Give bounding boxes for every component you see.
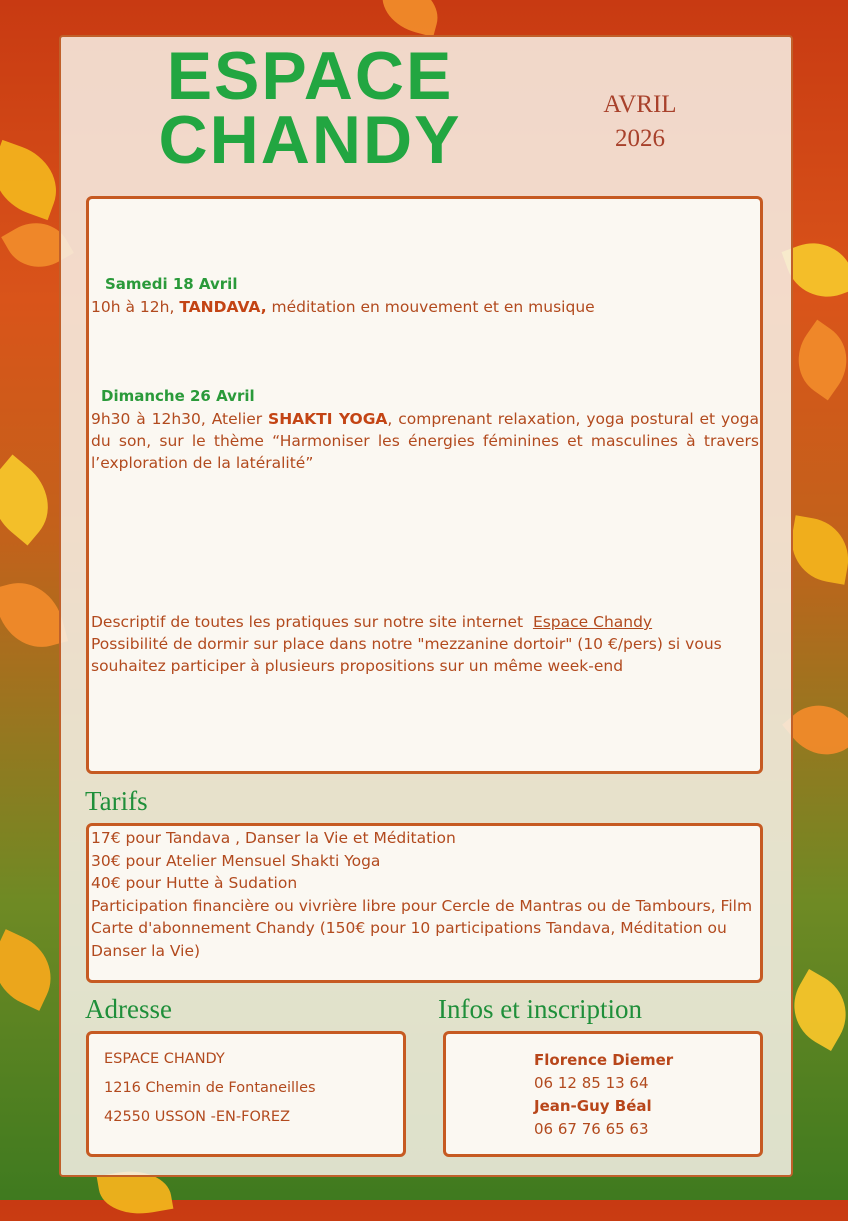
title-line: CHANDY <box>158 102 462 178</box>
contact-name: Florence Diemer <box>534 1051 674 1069</box>
event-description <box>91 408 759 474</box>
event-name: SHAKTI YOGA <box>268 410 388 428</box>
event-text: , comprenant relaxation, yoga postural et yoga du son, sur le thème “Harmoniser les énergies féminines et masculines à travers l’exploration de la latéralité” <box>91 410 759 472</box>
notes-prefix: Descriptif de toutes les pratiques sur notre site internet <box>91 613 524 631</box>
tarif-line: 17€ pour Tandava , Danser la Vie et Méditation <box>91 829 456 847</box>
leaf-decoration <box>0 140 68 220</box>
event-time: 10h à 12h, <box>91 298 175 316</box>
leaf-decoration <box>0 573 68 656</box>
tarif-line: Carte d'abonnement Chandy (150€ pour 10 participations Tandava, Méditation ou Danser la Vie) <box>91 919 727 960</box>
date-label <box>585 88 695 156</box>
address-line: 42550 USSON -EN-FOREZ <box>104 1109 291 1125</box>
event-date: Dimanche 26 Avril <box>101 387 255 405</box>
tarif-line: 40€ pour Hutte à Sudation <box>91 874 298 892</box>
title-line: ESPACE <box>166 38 454 114</box>
program-box <box>86 196 763 774</box>
tarifs-heading: Tarifs <box>85 786 148 816</box>
event-text: 9h30 à 12h30, Atelier <box>91 410 263 428</box>
tarif-line: Participation financière ou vivrière libre pour Cercle de Mantras ou de Tambours, Film <box>91 896 753 915</box>
adresse-box <box>86 1031 406 1157</box>
event-description <box>91 296 751 318</box>
event-desc: méditation en mouvement et en musique <box>271 298 595 316</box>
infos-heading: Infos et inscription <box>438 994 642 1024</box>
leaf-decoration <box>0 455 66 546</box>
tarif-line: 30€ pour Atelier Mensuel Shakti Yoga <box>91 851 381 870</box>
address-line: ESPACE CHANDY <box>104 1051 225 1067</box>
adresse-heading: Adresse <box>85 994 172 1024</box>
contact-phone[interactable]: 06 12 85 13 64 <box>534 1074 649 1092</box>
leaf-decoration <box>375 0 445 37</box>
contact-phone[interactable]: 06 67 76 65 63 <box>534 1120 649 1138</box>
page-title <box>135 38 485 178</box>
infos-box <box>443 1031 763 1157</box>
event-name: TANDAVA, <box>179 298 267 316</box>
leaf-decoration <box>0 929 65 1011</box>
dormir-text: Possibilité de dormir sur place dans notre "mezzanine dortoir" (10 €/pers) si vous souhaitez participer à plusieurs propositions sur un même week-end <box>91 635 722 675</box>
year-label: 2026 <box>615 125 665 152</box>
month-label: AVRIL <box>603 91 677 118</box>
event-date: Samedi 18 Avril <box>105 275 238 293</box>
contact-name: Jean-Guy Béal <box>534 1097 652 1115</box>
tarifs-box <box>86 823 763 983</box>
notes <box>91 611 759 677</box>
leaf-decoration <box>785 515 848 585</box>
website-link[interactable]: Espace Chandy <box>532 613 653 631</box>
tarifs-list <box>89 826 760 963</box>
address-line: 1216 Chemin de Fontaneilles <box>104 1080 316 1096</box>
